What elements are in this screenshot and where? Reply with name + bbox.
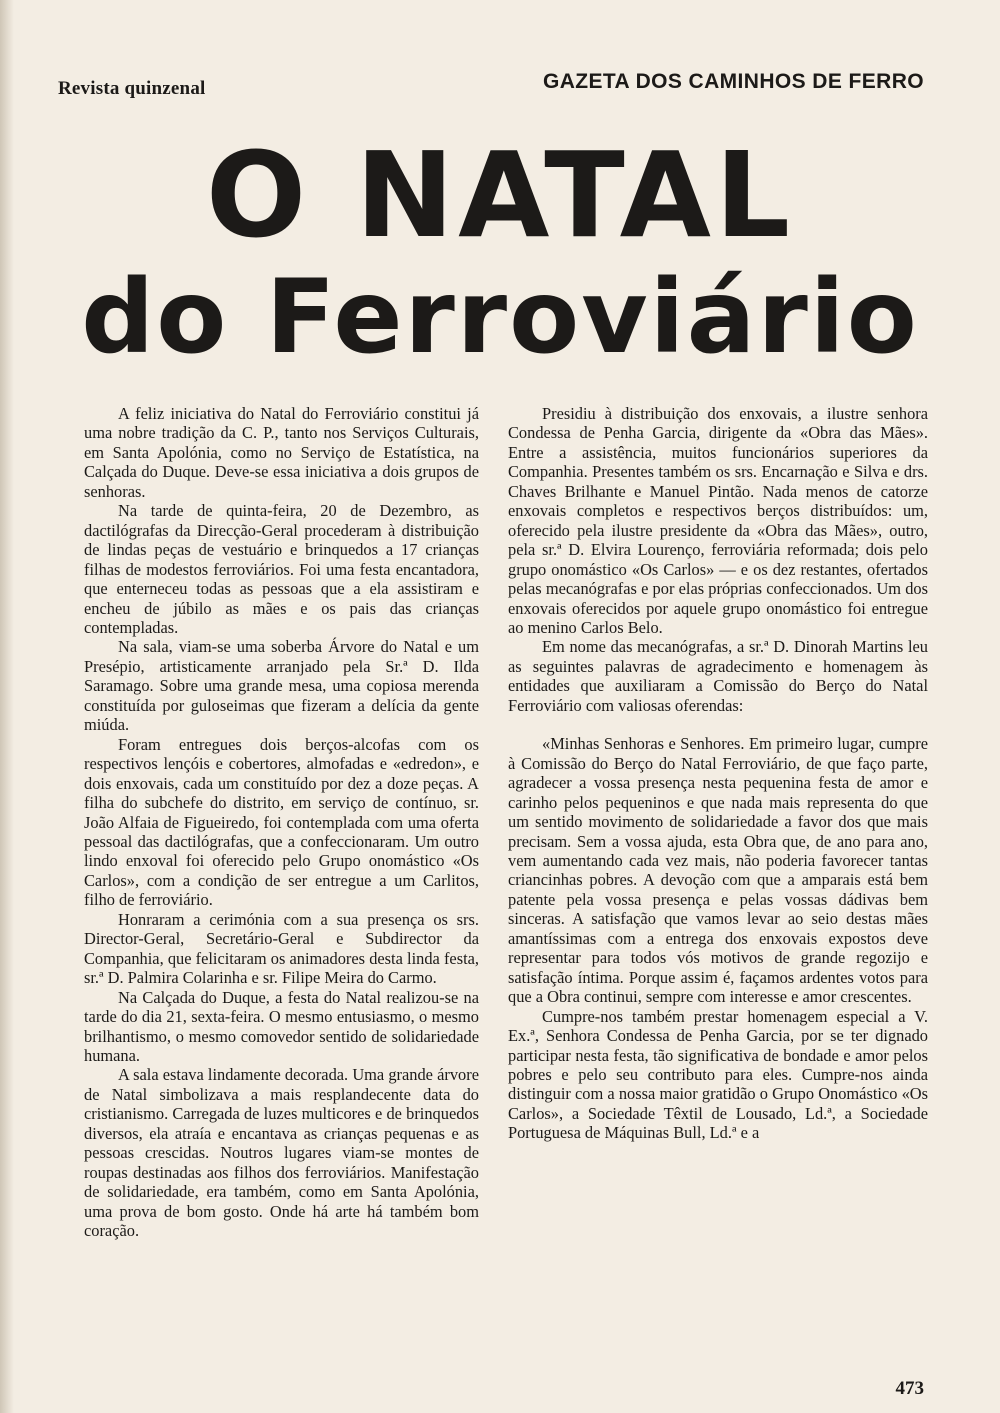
paragraph: Foram entregues dois berços-alcofas com os respectivos lençóis e cobertores, almofadas e «edredon», e dois enxovais, cada um constituído por dez a doze peças. A filha do subchefe do distrito, em serviço de contínuo, sr. João Alfaia de Figueiredo, foi contemplada com uma oferta pessoal das dactilógrafas, que a confeccionaram. Um outro lindo enxoval foi oferecido pelo Grupo onomástico «Os Carlos», com a condição de ser entregue a um Carlitos, filho de ferroviário. xyxy=(84,734,479,910)
quoted-speech-paragraph: «Minhas Senhoras e Senhores. Em primeiro lugar, cumpre à Comissão do Berço do Natal Ferroviário, de que faço parte, agradecer a vossa presença nesta pequenina festa de amor e carinho pelos pequeninos e que nada mais representa do que um sentido movimento de solidariedade a favor dos que mais precisam. Sem a vossa ajuda, esta Obra que, de ano para ano, vem aumentando cada vez mais, não poderia favorecer tantas criancinhas pobres. A devoção com que a amparais está bem patente pela vossa presença e pelas vossas dádivas bem sinceras. A satisfação que vamos levar ao seio destas mães amantíssimas com a entrega dos enxovais expostos deve representar para todos vós motivos de grande regozijo e satisfação íntima. Porque assim é, façamos ardentes votos para que a Obra continui, sempre com interesse e amor crescentes. xyxy=(508,734,928,1007)
left-text-column xyxy=(84,404,479,1240)
paragraph: Presidiu à distribuição dos enxovais, a ilustre senhora Condessa de Penha Garcia, dirigente da «Obra das Mães». Entre a assistência, muitos funcionários superiores da Companhia. Presentes também os srs. Encarnação e Silva e drs. Chaves Brilhante e Manuel Pintão. Nada menos de catorze enxovais completos e respectivos berços distribuídos: um, oferecido pela ilustre presidente da «Obra das Mães», outro, pela sr.ª D. Elvira Lourenço, ferroviária reformada; dois pelo grupo onomástico «Os Carlos» — e os dez restantes, ofertados pelas mecanógrafas e por elas próprias confeccionados. Um dos enxovais oferecidos por aquele grupo onomástico foi entregue ao menino Carlos Belo. xyxy=(508,404,928,637)
paragraph: Na sala, viam-se uma soberba Árvore do Natal e um Presépio, artisticamente arranjado pela Sr.ª D. Ilda Saramago. Sobre uma grande mesa, uma copiosa merenda constituída por guloseimas que fizeram a delícia da gente miúda. xyxy=(84,637,479,735)
paragraph: Cumpre-nos também prestar homenagem especial a V. Ex.ª, Senhora Condessa de Penha Garcia, por se ter dignado participar nesta festa, tão significativa de bondade e amor pelos pobres e pelo seu contributo para eles. Cumpre-nos ainda distinguir com a nossa maior gratidão o Grupo Onomástico «Os Carlos», a Sociedade Têxtil de Lousado, Ld.ª, a Sociedade Portuguesa de Máquinas Bull, Ld.ª e a xyxy=(508,1006,928,1143)
paragraph: Honraram a cerimónia com a sua presença os srs. Director-Geral, Secretário-Geral e Subdirector da Companhia, que felicitaram os animadores desta linda festa, sr.ª D. Palmira Colarinha e sr. Filipe Meira do Carmo. xyxy=(84,909,479,988)
paragraph: Na Calçada do Duque, a festa do Natal realizou-se na tarde do dia 21, sexta-feira. O mesmo entusiasmo, o mesmo brilhantismo, o mesmo comovedor sentido de solidariedade humana. xyxy=(84,987,479,1065)
paragraph: A feliz iniciativa do Natal do Ferroviário constitui já uma nobre tradição da C. P., tanto nos Serviços Culturais, em Santa Apolónia, como no Serviço de Estatística, na Calçada do Duque. Deve-se essa iniciativa a dois grupos de senhoras. xyxy=(84,404,479,501)
paragraph: Na tarde de quinta-feira, 20 de Dezembro, as dactilógrafas da Direcção-Geral procederam à distribuição de lindas peças de vestuário e brinquedos a 17 crianças filhas de modestos ferroviários. Foi uma festa encantadora, que enterneceu todas as pessoas que a ela assistiram e encheu de júbilo as mães e os pais das crianças contempladas. xyxy=(84,501,479,637)
right-text-column xyxy=(508,404,928,1143)
paragraph: Em nome das mecanógrafas, a sr.ª D. Dinorah Martins leu as seguintes palavras de agradecimento e homenagem às entidades que auxiliaram a Comissão do Berço do Natal Ferroviário com valiosas oferendas: xyxy=(508,637,928,715)
article-title-line-1: O NATAL xyxy=(205,126,795,264)
page-number: 473 xyxy=(895,1378,924,1399)
header-section-label: Revista quinzenal xyxy=(58,78,206,99)
header-publication-title: GAZETA DOS CAMINHOS DE FERRO xyxy=(542,70,924,93)
paragraph: A sala estava lindamente decorada. Uma grande árvore de Natal simbolizava a mais resplandecente data do cristianismo. Carregada de luzes multicores e de brinquedos diversos, ela atraía e encantava as crianças pequenas e as pessoas crescidas. Noutros lugares viam-se montes de roupas destinadas aos filhos dos ferroviários. Manifestação de solidariedade, era também, como em Santa Apolónia, uma prova de bom gosto. Onde há arte há também bom coração. xyxy=(84,1065,479,1241)
article-title-line-2: do Ferroviário xyxy=(81,258,919,377)
